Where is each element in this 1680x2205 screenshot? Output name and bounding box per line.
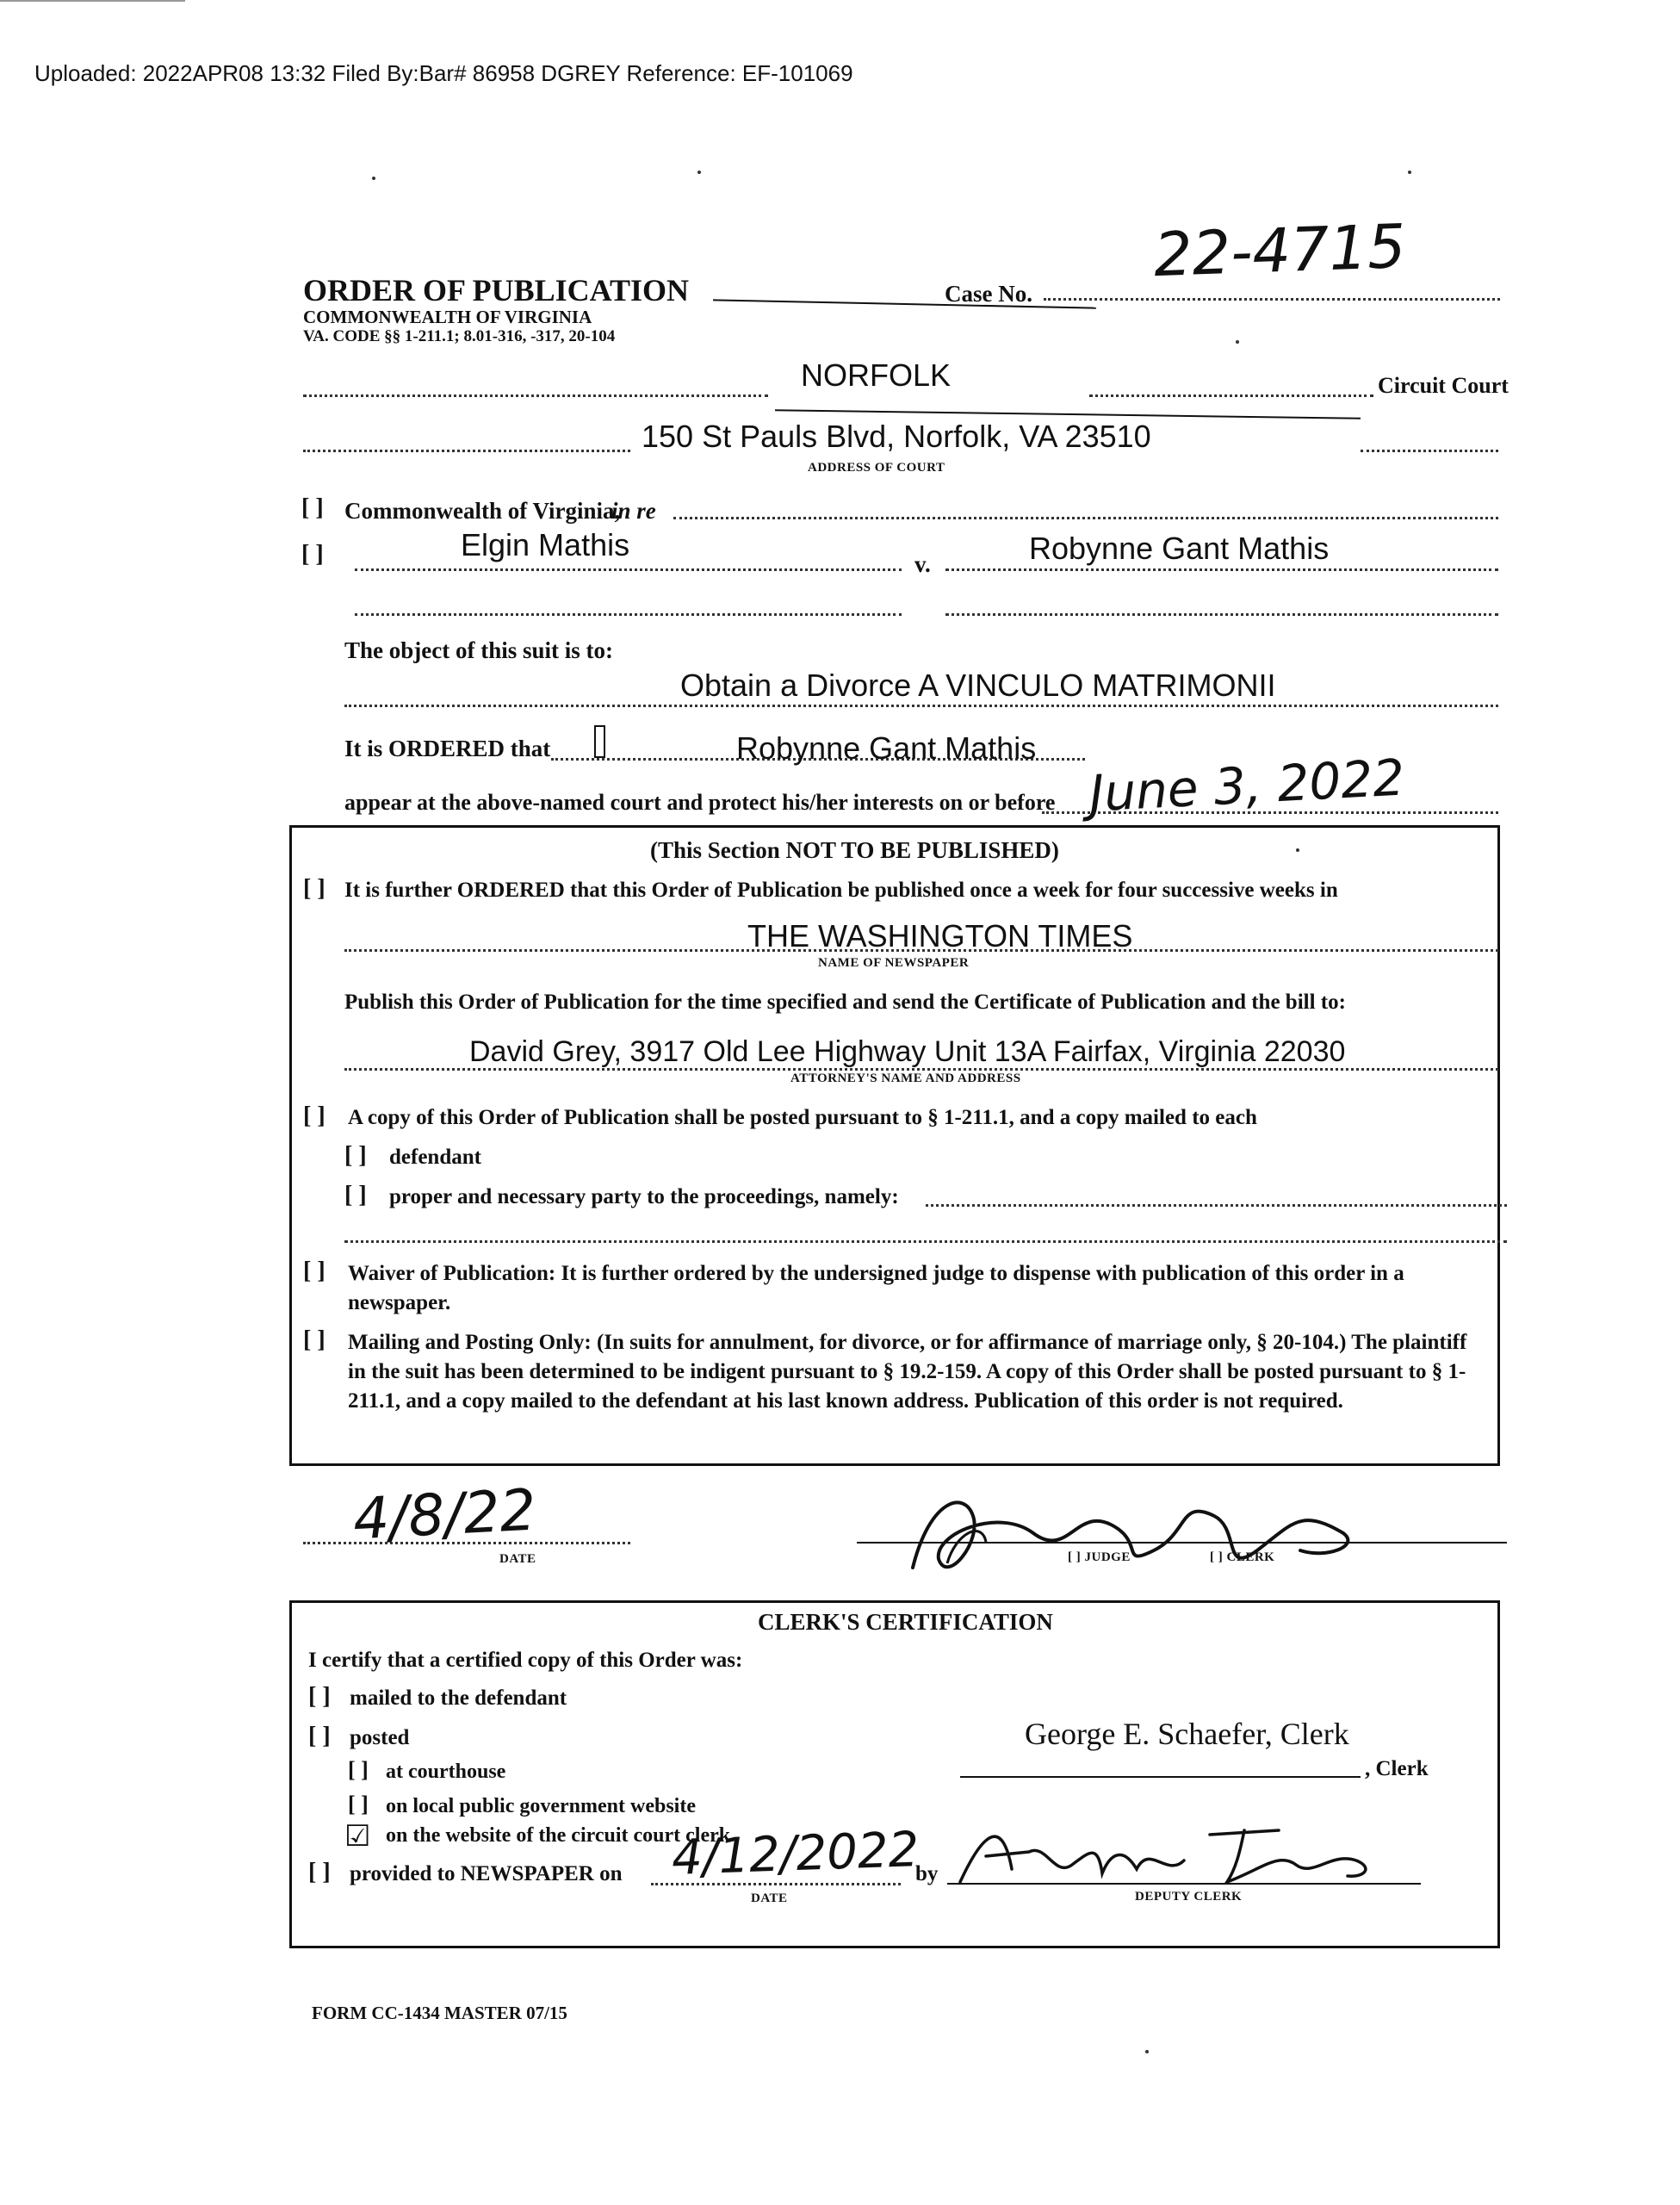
commonwealth-checkbox: [ ] <box>301 494 324 521</box>
form-title: ORDER OF PUBLICATION <box>303 273 690 307</box>
defendant-checkbox: [ ] <box>344 1142 367 1169</box>
posted-copy-checkbox: [ ] <box>303 1102 325 1129</box>
commonwealth-label: Commonwealth of Virginia, <box>344 498 621 524</box>
publish-order-text: It is further ORDERED that this Order of Publication be published once a week for four successive weeks in <box>344 879 1338 902</box>
newspaper-name: THE WASHINGTON TIMES <box>747 918 1133 953</box>
proper-party-line <box>926 1204 1507 1207</box>
in-re-line <box>673 517 1498 519</box>
clerk-line <box>960 1776 1361 1778</box>
appear-label: appear at the above-named court and protect his/her interests on or before <box>344 790 1056 815</box>
plaintiff-name: Elgin Mathis <box>461 527 630 562</box>
attorney-address: David Grey, 3917 Old Lee Highway Unit 13A Fairfax, Virginia 22030 <box>469 1035 1346 1068</box>
form-subtitle: COMMONWEALTH OF VIRGINIA <box>303 307 592 327</box>
mailing-text: (In suits for annulment, for divorce, or for affirmance of marriage only, § 20-104.) The plaintiff in the suit has been determined to be indigent pursuant to § 19.2-159. A copy of this Order shall be posted pursuant to § 1-211.1, and a copy mailed to the defendant at his last known address. Publication of this order is not required. <box>348 1331 1467 1413</box>
court-line-left <box>303 394 768 397</box>
proper-party-line-2 <box>344 1240 1507 1243</box>
posted-copy-text: A copy of this Order of Publication shall be posted pursuant to § 1-211.1, and a copy mailed to each <box>348 1106 1257 1129</box>
appear-date: June 3, 2022 <box>1088 748 1406 823</box>
address-line-left <box>303 450 630 452</box>
waiver-paragraph <box>348 1259 1485 1318</box>
object-line <box>344 705 1498 707</box>
proper-party-checkbox: [ ] <box>344 1182 367 1208</box>
plaintiff-line <box>355 568 902 571</box>
send-certificate-text: Publish this Order of Publication for the time specified and send the Certificate of Publication and the bill to: <box>344 991 1346 1014</box>
defendant-line-2 <box>945 613 1498 616</box>
courthouse-option: at courthouse <box>386 1761 506 1783</box>
ordered-label: It is ORDERED that <box>344 736 551 761</box>
clerk-name: George E. Schaefer, Clerk <box>1025 1717 1349 1751</box>
ordered-mark <box>594 725 605 758</box>
court-line-right <box>1089 394 1373 397</box>
scan-speck <box>372 177 375 180</box>
by-label: by <box>915 1862 939 1885</box>
ordered-party: Robynne Gant Mathis <box>736 730 1037 766</box>
judge-signature-image <box>896 1481 1378 1593</box>
local-website-option: on local public government website <box>386 1795 696 1817</box>
waiver-text: It is further ordered by the undersigned judge to dispense with publication of this order in a newspaper. <box>348 1262 1404 1314</box>
scan-speck <box>1145 2050 1149 2053</box>
circuit-website-checked-icon: ☑ <box>344 1821 371 1853</box>
court-address: 150 St Pauls Blvd, Norfolk, VA 23510 <box>642 419 1151 454</box>
newspaper-checkbox: [ ] <box>308 1859 331 1885</box>
publish-checkbox: [ ] <box>303 875 325 902</box>
local-website-checkbox: [ ] <box>348 1792 369 1817</box>
scan-speck <box>1236 340 1239 344</box>
not-published-heading: (This Section NOT TO BE PUBLISHED) <box>650 837 1059 863</box>
circuit-website-option: on the website of the circuit court clerk <box>386 1824 731 1847</box>
scan-speck <box>1408 171 1411 174</box>
proper-party-option: proper and necessary party to the proceedings, namely: <box>389 1185 899 1208</box>
case-no-line <box>1044 298 1500 301</box>
court-name: NORFOLK <box>801 357 952 393</box>
suit-object: Obtain a Divorce A VINCULO MATRIMONII <box>680 668 1276 703</box>
parties-checkbox: [ ] <box>301 541 324 568</box>
judge-caption: [ ] JUDGE <box>1068 1550 1131 1564</box>
deputy-caption: DEPUTY CLERK <box>1135 1890 1243 1904</box>
object-label: The object of this suit is to: <box>344 637 613 663</box>
newspaper-provided-label: provided to NEWSPAPER on <box>350 1862 623 1885</box>
top-rule <box>0 0 185 2</box>
address-line-right <box>1361 450 1498 452</box>
newspaper-date: 4/12/2022 <box>670 1822 921 1886</box>
clerk-suffix: , Clerk <box>1365 1757 1429 1780</box>
signature-date: 4/8/22 <box>351 1476 538 1553</box>
waiver-checkbox: [ ] <box>303 1258 325 1284</box>
circuit-court-label: Circuit Court <box>1378 373 1509 398</box>
case-no-label: Case No. <box>945 281 1032 307</box>
mailed-checkbox: [ ] <box>308 1683 331 1710</box>
clerk-caption: [ ] CLERK <box>1210 1550 1275 1564</box>
clerk-cert-heading: CLERK'S CERTIFICATION <box>758 1609 1053 1635</box>
defendant-option: defendant <box>389 1146 481 1169</box>
defendant-name: Robynne Gant Mathis <box>1029 531 1330 566</box>
mailing-label: Mailing and Posting Only: <box>348 1331 592 1354</box>
newspaper-caption: NAME OF NEWSPAPER <box>818 956 970 970</box>
case-number: 22-4715 <box>1152 210 1407 291</box>
mailing-checkbox: [ ] <box>303 1326 325 1353</box>
attorney-caption: ATTORNEY'S NAME AND ADDRESS <box>790 1071 1021 1085</box>
scan-speck <box>697 171 701 174</box>
mailed-option: mailed to the defendant <box>350 1686 567 1710</box>
posted-option: posted <box>350 1726 410 1749</box>
address-caption: ADDRESS OF COURT <box>808 461 945 475</box>
form-footer: FORM CC-1434 MASTER 07/15 <box>312 2003 567 2023</box>
code-reference: VA. CODE §§ 1-211.1; 8.01-316, -317, 20-104 <box>303 327 616 345</box>
courthouse-checkbox: [ ] <box>348 1757 369 1782</box>
newspaper-date-caption: DATE <box>751 1891 788 1905</box>
case-rule <box>713 299 1096 308</box>
signature-date-caption: DATE <box>499 1552 536 1566</box>
versus-label: v. <box>914 551 931 577</box>
upload-header: Uploaded: 2022APR08 13:32 Filed By:Bar# 86958 DGREY Reference: EF-101069 <box>34 60 853 86</box>
waiver-label: Waiver of Publication: <box>348 1262 556 1285</box>
plaintiff-line-2 <box>355 613 902 616</box>
posted-checkbox: [ ] <box>308 1723 331 1749</box>
clerk-cert-intro: I certify that a certified copy of this Order was: <box>308 1649 743 1672</box>
deputy-signature-image <box>952 1817 1399 1895</box>
in-re-label: in re <box>611 498 656 524</box>
mailing-paragraph <box>348 1328 1485 1415</box>
defendant-line <box>945 568 1498 571</box>
